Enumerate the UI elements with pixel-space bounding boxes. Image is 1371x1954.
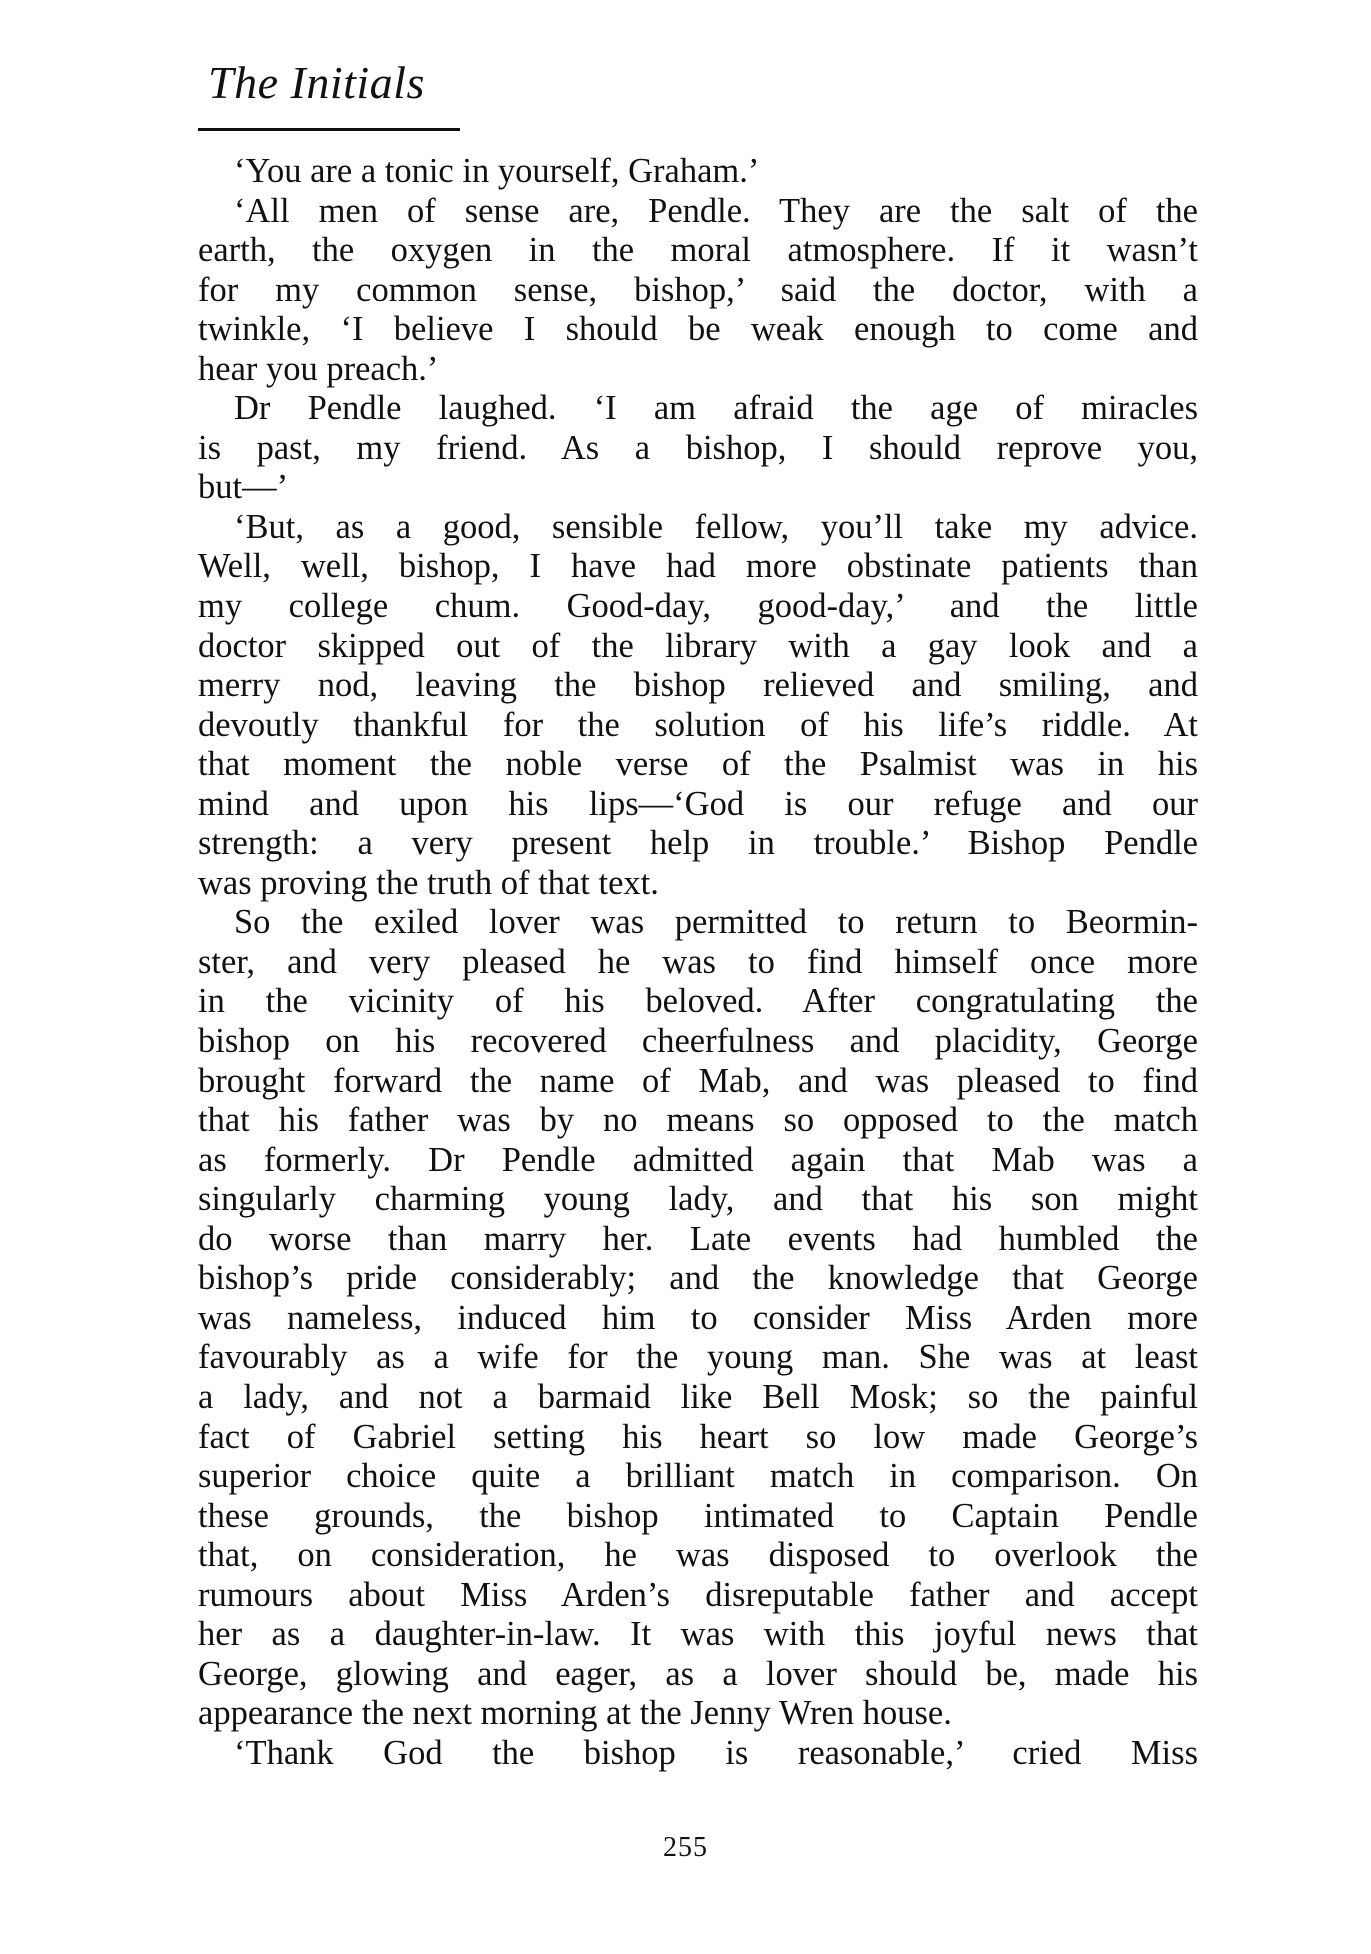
- text-line: was nameless, induced him to consider Miss Arden more: [198, 1298, 1198, 1337]
- text-line: strength: a very present help in trouble.’ Bishop Pendle: [198, 824, 1198, 863]
- text-line: hear you preach.’: [198, 349, 439, 388]
- paragraph: [198, 389, 1198, 508]
- text-line: appearance the next morning at the Jenny Wren house.: [198, 1694, 952, 1733]
- text-line: So the exiled lover was permitted to return to Beormin-: [234, 903, 1198, 942]
- text-line: in the vicinity of his beloved. After congratulating the: [198, 982, 1198, 1021]
- text-line: bishop on his recovered cheerfulness and placidity, George: [198, 1022, 1198, 1061]
- paragraph: [198, 903, 1198, 1733]
- text-line: that, on consideration, he was disposed to overlook the: [198, 1536, 1198, 1575]
- header-rule: [198, 128, 460, 131]
- text-line: these grounds, the bishop intimated to Captain Pendle: [198, 1496, 1198, 1535]
- text-line: George, glowing and eager, as a lover should be, made his: [198, 1654, 1198, 1693]
- text-line: singularly charming young lady, and that his son might: [198, 1180, 1198, 1219]
- text-line: doctor skipped out of the library with a gay look and a: [198, 626, 1198, 665]
- text-line: brought forward the name of Mab, and was pleased to find: [198, 1061, 1198, 1100]
- text-line: ‘Thank God the bishop is reasonable,’ cried Miss: [234, 1733, 1198, 1772]
- text-line: ‘But, as a good, sensible fellow, you’ll take my advice.: [234, 507, 1198, 546]
- paragraph: [198, 1734, 1198, 1774]
- text-line: rumours about Miss Arden’s disreputable father and accept: [198, 1575, 1198, 1614]
- paragraph: [198, 508, 1198, 903]
- text-line: her as a daughter-in-law. It was with this joyful news that: [198, 1615, 1198, 1654]
- text-line: Dr Pendle laughed. ‘I am afraid the age of miracles: [234, 389, 1198, 428]
- text-line: mind and upon his lips—‘God is our refuge and our: [198, 784, 1198, 823]
- text-line: my college chum. Good-day, good-day,’ and the little: [198, 587, 1198, 626]
- text-line: that his father was by no means so opposed to the match: [198, 1101, 1198, 1140]
- text-line: superior choice quite a brilliant match in comparison. On: [198, 1457, 1198, 1496]
- text-line: twinkle, ‘I believe I should be weak enough to come and: [198, 310, 1198, 349]
- text-line: for my common sense, bishop,’ said the doctor, with a: [198, 270, 1198, 309]
- text-line: ‘All men of sense are, Pendle. They are the salt of the: [234, 191, 1198, 230]
- text-line: merry nod, leaving the bishop relieved and smiling, and: [198, 666, 1198, 705]
- text-line: ster, and very pleased he was to find himself once more: [198, 942, 1198, 981]
- text-line: devoutly thankful for the solution of his life’s riddle. At: [198, 705, 1198, 744]
- text-line: do worse than marry her. Late events had humbled the: [198, 1219, 1198, 1258]
- text-line: Well, well, bishop, I have had more obstinate patients than: [198, 547, 1198, 586]
- text-line: earth, the oxygen in the moral atmosphere. If it wasn’t: [198, 231, 1198, 270]
- text-line: bishop’s pride considerably; and the knowledge that George: [198, 1259, 1198, 1298]
- page-number: 255: [663, 1832, 708, 1863]
- paragraph: [198, 152, 1198, 192]
- text-line: as formerly. Dr Pendle admitted again that Mab was a: [198, 1140, 1198, 1179]
- paragraph: [198, 192, 1198, 390]
- text-line: but—’: [198, 468, 289, 507]
- text-line: that moment the noble verse of the Psalmist was in his: [198, 745, 1198, 784]
- running-head: The Initials: [208, 57, 425, 108]
- text-line: a lady, and not a barmaid like Bell Mosk; so the painful: [198, 1377, 1198, 1416]
- body-text: [198, 152, 1198, 1773]
- text-line: was proving the truth of that text.: [198, 863, 659, 902]
- text-line: fact of Gabriel setting his heart so low made George’s: [198, 1417, 1198, 1456]
- text-line: ‘You are a tonic in yourself, Graham.’: [234, 152, 760, 190]
- text-line: favourably as a wife for the young man. She was at least: [198, 1338, 1198, 1377]
- text-line: is past, my friend. As a bishop, I should reprove you,: [198, 428, 1198, 467]
